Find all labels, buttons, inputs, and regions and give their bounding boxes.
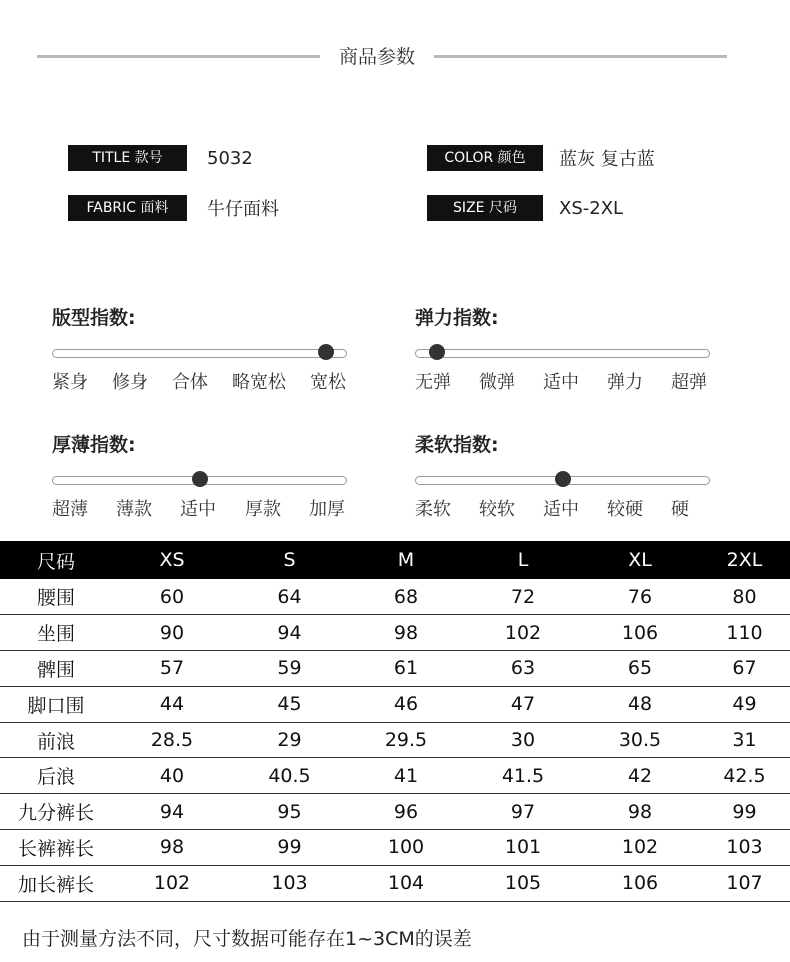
table-cell: 99 [232,830,347,866]
spec-title [68,145,253,171]
table-header-row [0,541,790,579]
index-knob [192,471,208,487]
table-row [0,722,790,758]
table-cell: 72 [465,579,581,615]
index-track [52,349,347,358]
table-cell: 60 [112,579,232,615]
spec-value-fabric: 牛仔面料 [207,199,279,220]
row-label-cell: 加长裤长 [0,865,112,901]
row-label-cell: 腰围 [0,579,112,615]
table-row [0,651,790,687]
table-cell: 64 [232,579,347,615]
spec-size [427,195,623,221]
table-cell: 49 [699,686,790,722]
table-cell: 97 [465,794,581,830]
table-cell: 65 [581,651,699,687]
index-labels [52,495,352,521]
table-cell: 94 [232,615,347,651]
elasticity-index [415,304,715,393]
table-cell: 42 [581,758,699,794]
table-cell: 107 [699,865,790,901]
table-cell: 98 [112,830,232,866]
spec-value-size: XS-2XL [559,197,624,219]
index-labels [415,495,715,521]
index-label: 微弹 [479,372,515,393]
section-title: 商品参数 [338,46,415,68]
index-label: 薄款 [116,499,152,520]
row-label-cell: 坐围 [0,615,112,651]
index-label: 略宽松 [232,372,286,393]
spec-tag-size: SIZE 尺码 [427,195,543,221]
table-row [0,865,790,901]
index-label: 宽松 [310,372,346,393]
table-cell: 99 [699,794,790,830]
thickness-index [52,431,352,520]
size-table [0,541,790,902]
spec-value-title: 5032 [207,147,253,169]
index-label: 较硬 [607,499,643,520]
header-cell: XL [581,541,699,579]
index-title: 厚薄指数: [52,434,136,456]
index-label: 弹力 [607,372,643,393]
index-label: 修身 [112,372,148,393]
index-label: 较软 [479,499,515,520]
index-label: 超薄 [52,499,88,520]
table-row [0,758,790,794]
table-cell: 30.5 [581,722,699,758]
index-label: 紧身 [52,372,88,393]
table-row [0,686,790,722]
header-cell: XS [112,541,232,579]
row-label-cell: 髀围 [0,651,112,687]
header-cell: L [465,541,581,579]
table-row [0,830,790,866]
table-cell: 103 [232,865,347,901]
row-label-cell: 长裤裤长 [0,830,112,866]
table-cell: 28.5 [112,722,232,758]
table-cell: 41.5 [465,758,581,794]
index-label: 适中 [543,372,579,393]
index-label: 硬 [671,499,689,520]
table-cell: 98 [347,615,465,651]
table-cell: 95 [232,794,347,830]
table-cell: 30 [465,722,581,758]
index-knob [318,344,334,360]
table-cell: 46 [347,686,465,722]
index-labels [52,368,352,394]
spec-value-color: 蓝灰 复古蓝 [559,149,655,170]
fit-index [52,304,352,393]
table-cell: 102 [112,865,232,901]
divider-right [434,55,727,58]
table-cell: 31 [699,722,790,758]
table-cell: 90 [112,615,232,651]
spec-tag-color: COLOR 颜色 [427,145,543,171]
table-cell: 45 [232,686,347,722]
table-cell: 101 [465,830,581,866]
table-cell: 110 [699,615,790,651]
index-label: 无弹 [415,372,451,393]
index-track [415,349,710,358]
spec-color [427,145,655,171]
table-row [0,579,790,615]
index-label: 厚款 [245,499,281,520]
table-cell: 102 [465,615,581,651]
table-cell: 96 [347,794,465,830]
table-cell: 103 [699,830,790,866]
table-row [0,615,790,651]
section-header [0,40,790,72]
index-label: 加厚 [309,499,345,520]
table-cell: 106 [581,615,699,651]
table-cell: 68 [347,579,465,615]
table-cell: 40.5 [232,758,347,794]
header-cell: M [347,541,465,579]
row-label-cell: 后浪 [0,758,112,794]
index-title: 弹力指数: [415,307,499,329]
table-cell: 100 [347,830,465,866]
index-title: 版型指数: [52,307,136,329]
table-cell: 67 [699,651,790,687]
table-cell: 29.5 [347,722,465,758]
table-cell: 102 [581,830,699,866]
spec-tag-title: TITLE 款号 [68,145,187,171]
table-cell: 59 [232,651,347,687]
header-cell: 尺码 [0,541,112,579]
header-cell: S [232,541,347,579]
spec-fabric [68,195,279,221]
index-label: 适中 [180,499,216,520]
divider-left [37,55,320,58]
table-cell: 63 [465,651,581,687]
table-cell: 76 [581,579,699,615]
table-cell: 61 [347,651,465,687]
table-cell: 57 [112,651,232,687]
table-cell: 106 [581,865,699,901]
index-title: 柔软指数: [415,434,499,456]
table-cell: 47 [465,686,581,722]
table-cell: 48 [581,686,699,722]
header-cell: 2XL [699,541,790,579]
table-cell: 104 [347,865,465,901]
table-cell: 80 [699,579,790,615]
row-label-cell: 脚口围 [0,686,112,722]
table-cell: 40 [112,758,232,794]
index-label: 超弹 [671,372,707,393]
table-cell: 105 [465,865,581,901]
index-labels [415,368,715,394]
spec-tag-fabric: FABRIC 面料 [68,195,187,221]
table-cell: 42.5 [699,758,790,794]
index-label: 柔软 [415,499,451,520]
table-cell: 44 [112,686,232,722]
index-knob [555,471,571,487]
table-cell: 98 [581,794,699,830]
table-cell: 94 [112,794,232,830]
row-label-cell: 九分裤长 [0,794,112,830]
row-label-cell: 前浪 [0,722,112,758]
measurement-note: 由于测量方法不同，尺寸数据可能存在1~3CM的误差 [22,928,472,950]
table-body [0,579,790,901]
table-cell: 41 [347,758,465,794]
softness-index [415,431,715,520]
index-knob [429,344,445,360]
index-label: 适中 [543,499,579,520]
index-label: 合体 [172,372,208,393]
table-cell: 29 [232,722,347,758]
table-row [0,794,790,830]
